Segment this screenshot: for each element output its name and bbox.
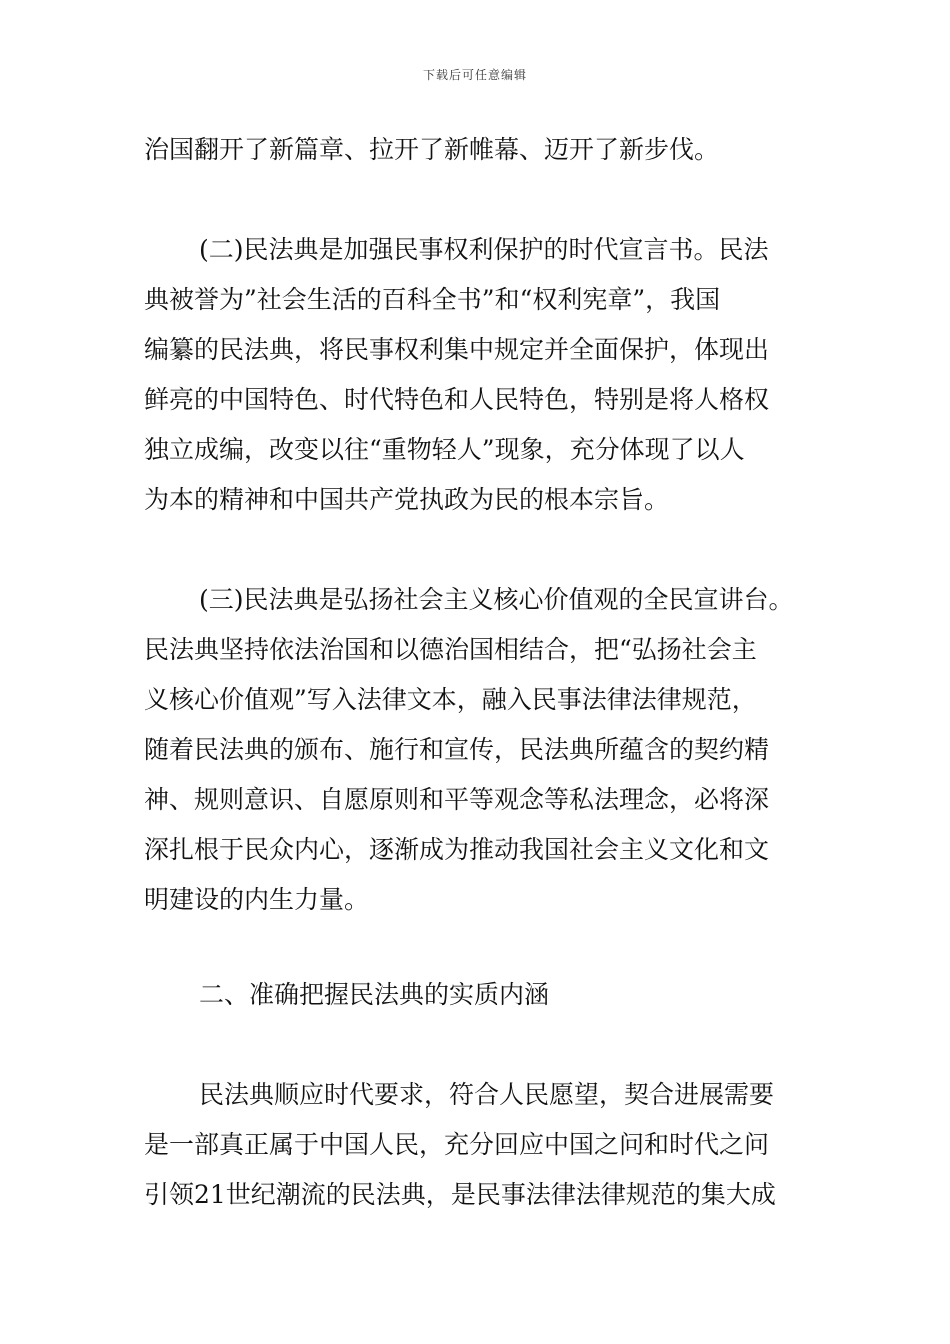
text-line: 独立成编，改变以往“重物轻人”现象，充分体现了以人 [144,435,745,464]
text-line: 随着民法典的颁布、施行和宣传，民法典所蕴含的契约精 [144,735,770,764]
text-line: 民法典顺应时代要求，符合人民愿望，契合进展需要 [199,1080,775,1109]
text-line: 神、规则意识、自愿原则和平等观念等私法理念，必将深 [144,785,770,814]
text-line: 为本的精神和中国共产党执政为民的根本宗旨。 [144,485,670,514]
text-line: 是一部真正属于中国人民，充分回应中国之问和时代之问 [144,1130,770,1159]
paragraph-continuation [144,125,814,175]
text-line: 引领21世纪潮流的民法典，是民事法律法律规范的集大成 [144,1180,776,1209]
text-line: 典被誉为”社会生活的百科全书”和“权利宪章”，我国 [144,285,721,314]
text-line: 深扎根于民众内心，逐渐成为推动我国社会主义文化和文 [144,835,770,864]
paragraph-section-2 [144,225,814,525]
paragraph-body [144,1070,814,1220]
text-line: 明建设的内生力量。 [144,885,370,914]
text-line: (三)民法典是弘扬社会主义核心价值观的全民宣讲台。 [199,585,794,614]
text-line: 义核心价值观”写入法律文本，融入民事法律法律规范， [144,685,757,714]
section-heading [144,970,814,1020]
text-line: 鲜亮的中国特色、时代特色和人民特色，特别是将人格权 [144,385,770,414]
text-line: 治国翻开了新篇章、拉开了新帷幕、迈开了新步伐。 [144,135,720,164]
paragraph-section-3 [144,575,814,925]
header-note: 下载后可任意编辑 [422,68,527,82]
heading-line: 二、准确把握民法典的实质内涵 [199,980,550,1009]
text-line: 民法典坚持依法治国和以德治国相结合，把“弘扬社会主 [144,635,757,664]
text-line: (二)民法典是加强民事权利保护的时代宣言书。民法 [199,235,769,264]
text-line: 编纂的民法典，将民事权利集中规定并全面保护，体现出 [144,335,770,364]
